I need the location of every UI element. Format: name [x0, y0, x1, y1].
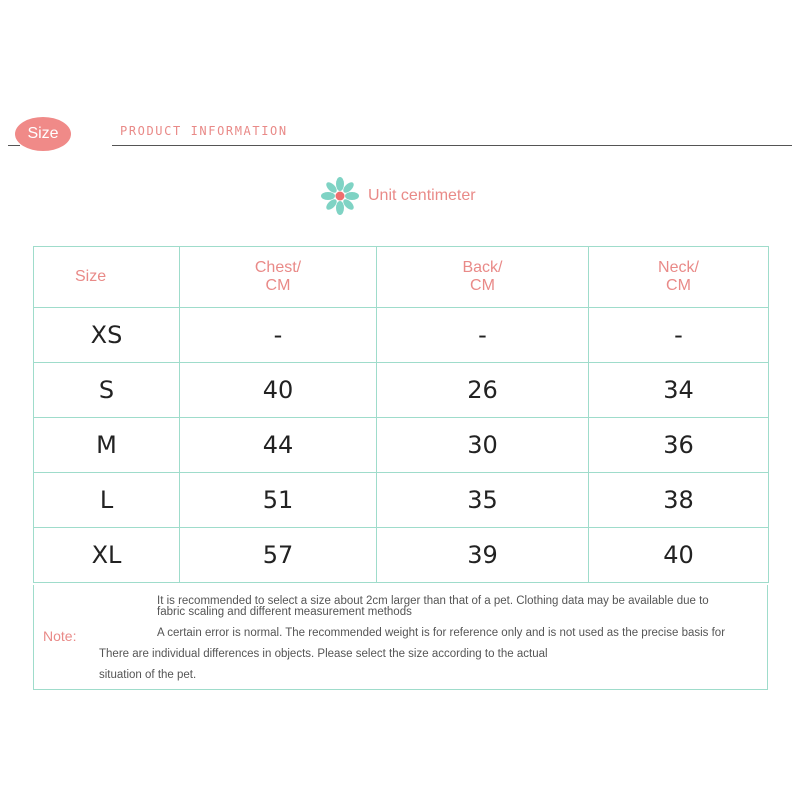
- table-row: [34, 308, 769, 363]
- table-cell: -: [377, 308, 589, 363]
- table-cell: XS: [34, 308, 180, 363]
- unit-row: [320, 176, 476, 216]
- note-cell: [33, 585, 768, 690]
- table-cell: 40: [180, 363, 377, 418]
- table-cell: -: [589, 308, 769, 363]
- table-cell: S: [34, 363, 180, 418]
- note-line: fabric scaling and different measurement methods: [157, 606, 412, 618]
- header-back: Back/ CM: [377, 247, 589, 308]
- table-cell: XL: [34, 528, 180, 583]
- note-line: A certain error is normal. The recommended weight is for reference only and is not used as the precise basis for: [157, 627, 726, 639]
- unit-label: Unit centimeter: [368, 187, 476, 204]
- table-cell: M: [34, 418, 180, 473]
- table-row: [34, 528, 769, 583]
- table-cell: 35: [377, 473, 589, 528]
- size-table: [33, 246, 769, 583]
- table-cell: 38: [589, 473, 769, 528]
- flower-icon: [320, 176, 360, 216]
- table-cell: 36: [589, 418, 769, 473]
- header-divider: [112, 145, 792, 146]
- table-cell: 34: [589, 363, 769, 418]
- table-cell: 30: [377, 418, 589, 473]
- table-cell: 26: [377, 363, 589, 418]
- table-row: [34, 418, 769, 473]
- table-cell: 44: [180, 418, 377, 473]
- header-divider-left: [8, 145, 20, 146]
- table-header-row: [34, 247, 769, 308]
- table-row: [34, 363, 769, 418]
- table-row: [34, 473, 769, 528]
- table-cell: 57: [180, 528, 377, 583]
- note-line: It is recommended to select a size about 2cm larger than that of a pet. Clothing data may be available due to: [157, 595, 709, 607]
- note-line: situation of the pet.: [99, 669, 197, 681]
- section-title: PRODUCT INFORMATION: [120, 124, 288, 138]
- size-badge: Size: [15, 117, 71, 151]
- header-neck: Neck/ CM: [589, 247, 769, 308]
- table-cell: 40: [589, 528, 769, 583]
- header-size: Size: [34, 247, 180, 308]
- table-cell: -: [180, 308, 377, 363]
- table-cell: 39: [377, 528, 589, 583]
- note-label: Note:: [43, 628, 77, 644]
- note-line: There are individual differences in objects. Please select the size according to the actual: [99, 648, 548, 660]
- header-chest: Chest/ CM: [180, 247, 377, 308]
- table-cell: 51: [180, 473, 377, 528]
- table-cell: L: [34, 473, 180, 528]
